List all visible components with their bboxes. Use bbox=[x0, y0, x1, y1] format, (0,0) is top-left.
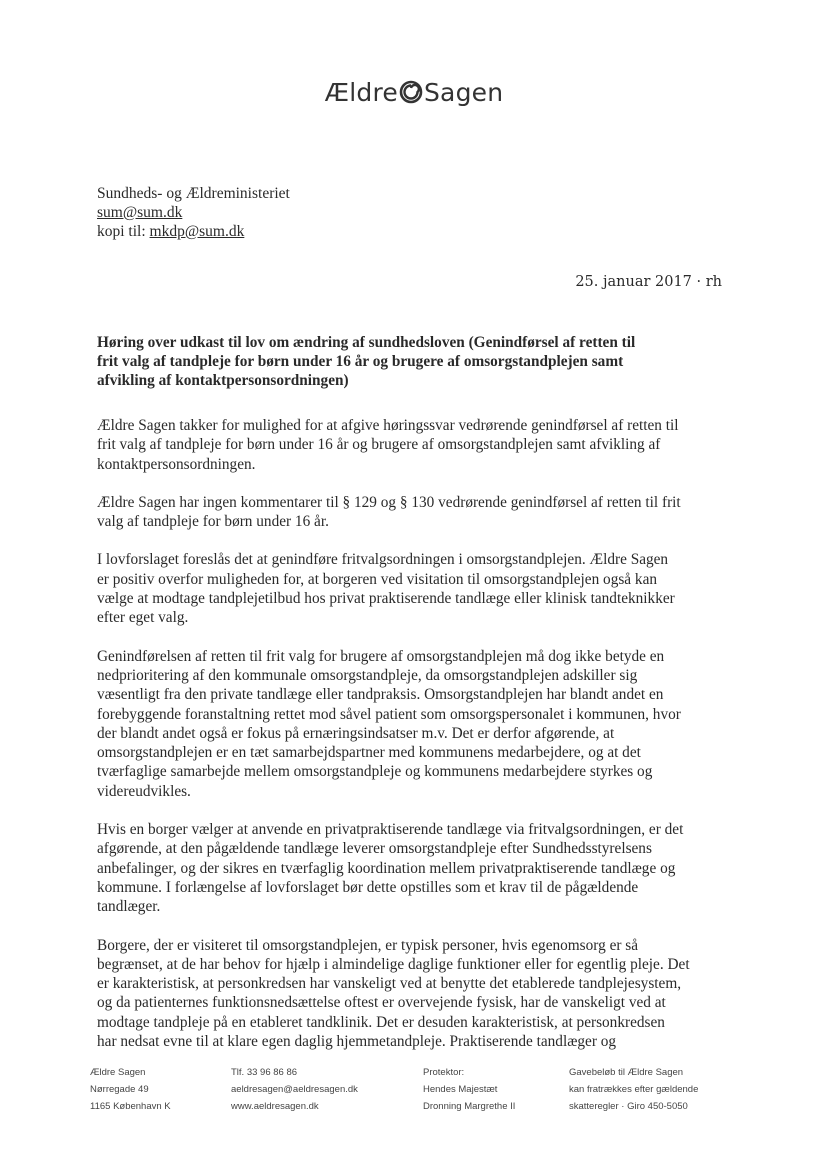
footer-contact bbox=[231, 1064, 358, 1115]
body-line: efter eget valg. bbox=[97, 609, 189, 627]
body-line: vælge at modtage tandplejetilbud hos privat praktiserende tandlæge eller klinisk tandteknikker bbox=[97, 590, 675, 608]
footer-patron bbox=[423, 1064, 515, 1115]
body-line: Ældre Sagen takker for mulighed for at afgive høringssvar vedrørende genindførsel af retten til bbox=[97, 417, 679, 434]
body-line: forebyggende foranstaltning rettet mod såvel patient som omsorgspersonalet i kommunen, hvor bbox=[97, 705, 681, 723]
subject-line: Høring over udkast til lov om ændring af sundhedsloven (Genindførsel af retten til bbox=[97, 334, 636, 351]
body-line: begrænset, at de har behov for hjælp i almindelige daglige funktioner eller for egentlig pleje. Det bbox=[97, 955, 690, 973]
body-line: tværfaglige samarbejde mellem omsorgstandpleje og kommunens medarbejdere styrkes og bbox=[97, 763, 653, 781]
footer-text: Ældre Sagen bbox=[90, 1067, 146, 1078]
footer-text: 1165 København K bbox=[90, 1101, 171, 1112]
footer-website: www.aeldresagen.dk bbox=[231, 1101, 319, 1112]
body-line: Ældre Sagen har ingen kommentarer til § 129 og § 130 vedrørende genindførsel af retten til frit bbox=[97, 493, 681, 511]
logo-text-left: Ældre bbox=[324, 78, 398, 107]
copy-email-link[interactable]: mkdp@sum.dk bbox=[149, 223, 245, 240]
footer-address bbox=[90, 1064, 171, 1115]
letter-body bbox=[97, 416, 737, 1070]
recipient-name: Sundheds- og Ældreministeriet bbox=[97, 185, 290, 202]
footer-text: kan fratrækkes efter gældende bbox=[569, 1084, 699, 1095]
subject-line: frit valg af tandpleje for børn under 16 år og brugere af omsorgstandplejen samt bbox=[97, 353, 624, 370]
footer-text: Dronning Margrethe II bbox=[423, 1101, 516, 1112]
body-line: har nedsat evne til at klare egen daglig hjemmetandpleje. Praktiserende tandlæger og bbox=[97, 1033, 617, 1051]
footer-text: Nørregade 49 bbox=[90, 1084, 149, 1095]
footer-text: Protektor: bbox=[423, 1067, 465, 1078]
body-line: Hvis en borger vælger at anvende en privatpraktiserende tandlæge via fritvalgsordningen, er det bbox=[97, 821, 684, 839]
body-line: anbefalinger, og der sikres en tværfaglig koordination mellem privatpraktiserende tandlæge og bbox=[97, 859, 676, 877]
footer-text: skatteregler · Giro 450-5050 bbox=[569, 1101, 688, 1112]
body-line: videreudvikles. bbox=[97, 782, 191, 800]
body-line: I lovforslaget foreslås det at genindføre fritvalgsordningen i omsorgstandplejen. Ældre Sagen bbox=[97, 551, 669, 569]
body-paragraph bbox=[97, 550, 737, 627]
body-line: afgørende, at den pågældende tandlæge leverer omsorgstandpleje efter Sundhedsstyrelsens bbox=[97, 840, 652, 858]
body-paragraph bbox=[97, 647, 737, 801]
body-line: er karakteristisk, at personkredsen har vanskeligt ved at benytte det etablerede tandplejesystem, bbox=[97, 975, 682, 993]
subject-line: afvikling af kontaktpersonsordningen) bbox=[97, 372, 349, 389]
body-line: og da patienternes funktionsnedsættelse oftest er overvejende fysisk, har de vanskeligt ved at bbox=[97, 994, 666, 1012]
body-line: valg af tandpleje for børn under 16 år. bbox=[97, 513, 329, 531]
copy-line bbox=[97, 222, 290, 241]
footer-donation bbox=[569, 1064, 698, 1115]
body-paragraph bbox=[97, 493, 737, 532]
body-line: tandlæger. bbox=[97, 898, 161, 916]
letter-subject bbox=[97, 333, 737, 390]
organization-logo bbox=[0, 78, 828, 110]
body-line: frit valg af tandpleje for børn under 16 år og brugere af omsorgstandplejen samt afvikling af bbox=[97, 436, 661, 454]
recipient-email-link[interactable]: sum@sum.dk bbox=[97, 204, 183, 221]
swirl-logo-icon bbox=[399, 80, 423, 110]
body-line: væsentligt fra den private tandlæge eller tandpraksis. Omsorgstandplejen har blandt andet en bbox=[97, 686, 664, 704]
logo-text-right: Sagen bbox=[423, 78, 504, 107]
body-line: Genindførelsen af retten til frit valg for brugere af omsorgstandplejen må dog ikke betyde en bbox=[97, 647, 665, 665]
body-line: modtage tandpleje på en etableret tandklinik. Det er desuden karakteristisk, at personkredsen bbox=[97, 1013, 665, 1031]
recipient-block bbox=[97, 184, 290, 241]
body-line: nedprioritering af den kommunale omsorgstandpleje, da omsorgstandplejen adskiller sig bbox=[97, 666, 638, 684]
body-paragraph bbox=[97, 820, 737, 916]
body-line: der blandt andet også er fokus på ernæringsindsatser m.v. Det er derfor afgørende, at bbox=[97, 724, 615, 742]
body-paragraph bbox=[97, 416, 737, 474]
footer-phone: Tlf. 33 96 86 86 bbox=[231, 1067, 298, 1078]
footer-text: Gavebeløb til Ældre Sagen bbox=[569, 1067, 684, 1078]
body-line: omsorgstandplejen er en tæt samarbejdspartner med kommunens medarbejdere, og at det bbox=[97, 744, 641, 762]
footer-text: Hendes Majestæt bbox=[423, 1084, 498, 1095]
footer-email: aeldresagen@aeldresagen.dk bbox=[231, 1084, 358, 1095]
body-line: er positiv overfor muligheden for, at borgeren ved visitation til omsorgstandplejen også kan bbox=[97, 570, 658, 588]
body-line: kommune. I forlængelse af lovforslaget bør dette opstilles som et krav til de pågældende bbox=[97, 878, 639, 896]
letter-date: 25. januar 2017 · rh bbox=[575, 274, 722, 290]
body-line: kontaktpersonsordningen. bbox=[97, 455, 256, 473]
body-line: Borgere, der er visiteret til omsorgstandplejen, er typisk personer, hvis egenomsorg er så bbox=[97, 936, 639, 954]
body-paragraph bbox=[97, 936, 737, 1052]
copy-label: kopi til: bbox=[97, 223, 150, 240]
